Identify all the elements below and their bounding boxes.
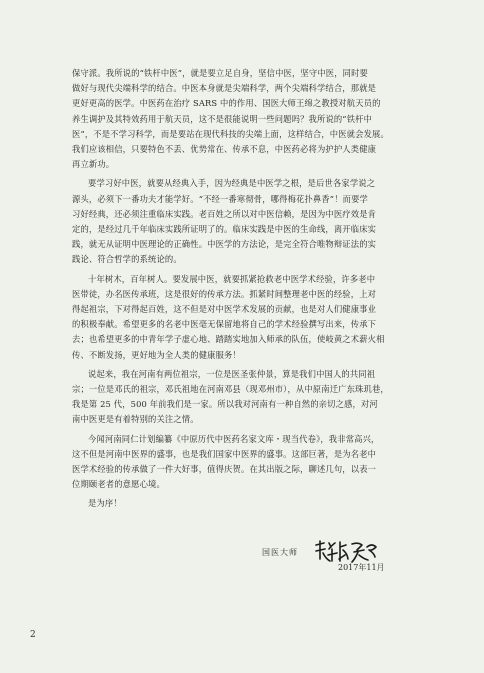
text-line: 医学术经验的传承做了一件大好事，值得庆贺。在其出版之际，聊述几句，以表一 [72, 464, 377, 475]
text-line: 去；也希望更多的中青年学子虚心地、踏踏实地加入师承的队伍，使岐黄之术薪火相 [72, 334, 385, 345]
text-line: 养生调护及其特效药用于航天员，这不是很能说明一些问题吗？我所说的“铁杆中 [72, 113, 373, 124]
text-line: 医”，不是不学习科学，而是要站在现代科技的尖端上面，这样结合，中医就会发展。 [72, 128, 389, 139]
date-line: 2017年11月 [338, 563, 385, 572]
text-line: 医带徒，办名医传承班，这是很好的传承方法。抓紧时间整理老中医的经验，上对 [72, 288, 377, 299]
text-line: 保守派。我所说的“铁杆中医”，就是要立足自身，坚信中医，坚守中医，同时要 [72, 68, 368, 78]
text-line: 定的，是经过几千年临床实践所证明了的。临床实践是中医的生命线，离开临床实 [72, 224, 377, 235]
text-line: 传、不断发扬，更好地为全人类的健康服务！ [72, 349, 241, 360]
paragraph-6 [72, 496, 412, 511]
text-line: 南中医更是有着特别的关注之情。 [72, 414, 199, 425]
text-line: 宗；一位是邓氏的祖宗，邓氏祖地在河南邓县（现邓州市），从中原南迁广东珠玑巷， [72, 384, 389, 395]
paragraph-4 [72, 367, 412, 428]
page-number: 2 [30, 630, 36, 640]
text-line: 说起来，我在河南有两位祖宗，一位是医圣张仲景，算是我们中国人的共同祖 [88, 368, 376, 379]
signature-title: 国医大师 [262, 548, 298, 557]
text-line: 位期颐老者的意愿心境。 [72, 479, 165, 490]
text-line: 我们应该相信，只要特色不丢、优势常在、传承不息，中医药必将为护护人类健康 [72, 144, 377, 155]
text-line: 践论、符合哲学的系统论的。 [72, 254, 182, 265]
text-line: 的积极奉献。希望更多的名老中医毫无保留地将自己的学术经验撰写出来，传承下 [72, 319, 377, 330]
paragraph-5 [72, 432, 412, 493]
preface-body [72, 66, 412, 516]
text-line: 做好与现代尖端科学的结合。中医本身就是尖端科学，两个尖端科学结合，那就是 [72, 83, 377, 94]
text-line: 是为序！ [88, 498, 122, 509]
text-line: 更好更高的医学。中医药在治疗 SARS 中的作用、国医大师王绵之教授对航天员的 [72, 98, 381, 109]
paragraph-2 [72, 176, 412, 267]
text-line: 要学习好中医，就要从经典入手，因为经典是中医学之根，是后世各家学说之 [88, 178, 376, 189]
text-line: 我是第 25 代，500 年前我们是一家。所以我对河南有一种自然的亲切之感，对河 [72, 399, 378, 410]
text-line: 这不但是河南中医界的盛事，也是我们国家中医界的盛事。这部巨著，是为名老中 [72, 448, 377, 459]
signature-block [262, 537, 412, 567]
text-line: 习好经典，还必须注重临床实践。老百姓之所以对中医信赖，是因为中医疗效是肯 [72, 208, 377, 219]
text-line: 十年树木，百年树人。要发展中医，就要抓紧抢救老中医学术经验，许多老中 [88, 273, 376, 284]
text-line: 践，就无从证明中医理论的正确性。中医学的方法论，是完全符合唯物辩证法的实 [72, 239, 377, 250]
text-line: 再立新功。 [72, 159, 115, 170]
paragraph-1 [72, 66, 412, 172]
text-line: 今闻河南同仁计划编纂《中原历代中医药名家文库・现当代卷》，我非常高兴， [88, 433, 380, 444]
text-line: 得起祖宗，下对得起百姓，这不但是对中医学术发展的贡献，也是对人们健康事业 [72, 304, 377, 315]
paragraph-3 [72, 272, 412, 363]
text-line: 源头，必须下一番功夫才能学好。“不经一番寒彻骨，哪得梅花扑鼻香”！而要学 [72, 193, 368, 204]
